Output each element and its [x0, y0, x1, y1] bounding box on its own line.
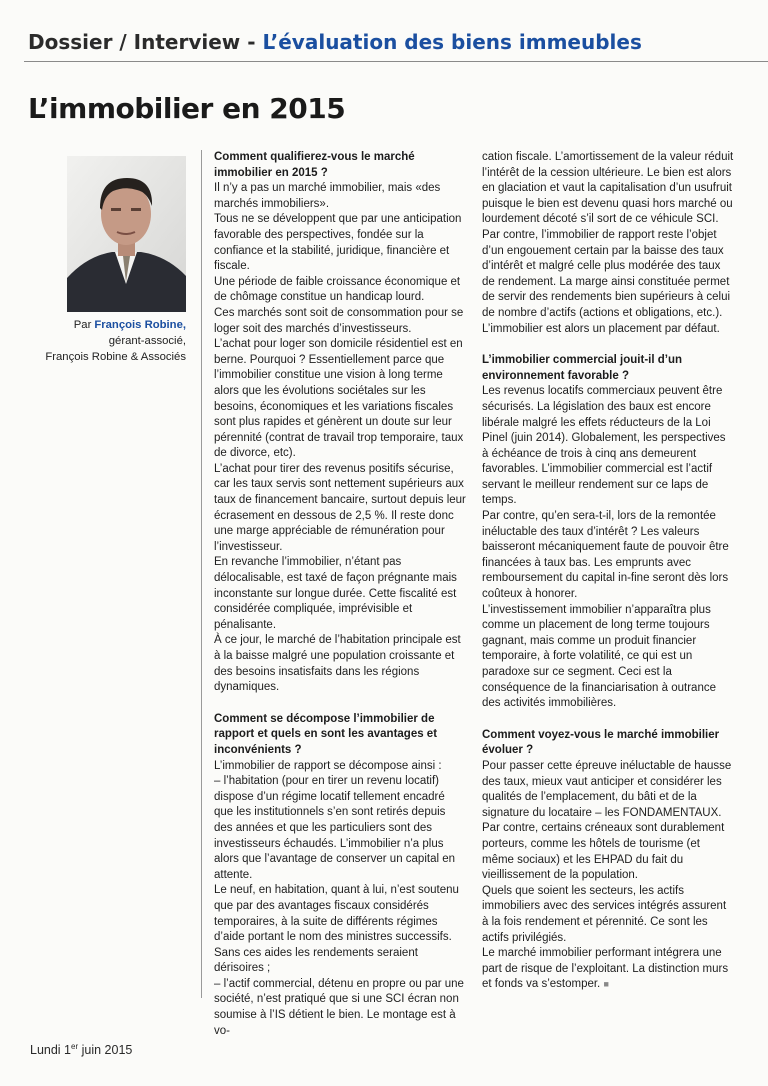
question-4: Comment voyez-vous le marché immobilier évoluer ? — [482, 728, 720, 757]
column-rule — [201, 150, 202, 998]
byline-author-line — [30, 317, 186, 333]
paragraph: – l’actif commercial, détenu en propre ou par une société, n’est pratiqué que si une SCI écran non soumise à l’IS détient le bien. Le montage est à vo- — [214, 977, 464, 1037]
byline-company: François Robine & Associés — [45, 351, 186, 363]
paragraph: Ces marchés sont soit de consommation pour se loger soit des marchés d’investisseurs. — [214, 306, 464, 335]
paragraph: Pour passer cette épreuve inéluctable de hausse des taux, mieux vaut anticiper et considérer les qualités de l’emplacement, du bâti et de la signature du locataire – les FONDAMENTAUX. — [482, 759, 732, 819]
byline-role: gérant-associé, — [108, 335, 186, 347]
end-mark-icon: ■ — [603, 979, 609, 990]
page-footer-date — [30, 1042, 132, 1057]
paragraph: L’achat pour loger son domicile résidentiel est en berne. Pourquoi ? Essentiellement parce que l’immobilier constitue une vision à long terme alors que les évolutions sociétales sur les besoins, économiques et les variations fiscales sont plus rapides et génèrent un doute sur leur pérennité (contrat de travail trop temporaire, taux de divorce, etc). — [214, 338, 464, 460]
byline-prefix: Par — [73, 319, 92, 331]
paragraph: cation fiscale. L’amortissement de la valeur réduit l’intérêt de la cession ultérieure. Le bien est alors en glaciation et vaut la capitalisation d’un usufruit puisque le bien est devenu quasi hors marché ou lourdement décoté s’il sort de ce véhicule SCI. — [482, 151, 734, 226]
paragraph: L’immobilier est alors un placement par défaut. — [482, 322, 720, 335]
footer-day: Lundi 1 — [30, 1043, 72, 1058]
paragraph: Tous ne se développent que par une anticipation favorable des perspectives, fondée sur la confiance et la stabilité, juridique, financière et fiscale. — [214, 213, 462, 273]
paragraph: À ce jour, le marché de l’habitation principale est à la baisse malgré une population croissante et des besoins insatisfaits dans les régions dynamiques. — [214, 634, 461, 694]
section-kicker: Dossier / Interview — [28, 30, 241, 54]
author-portrait — [67, 156, 186, 312]
byline-author: François Robine, — [94, 319, 186, 331]
paragraph: Le neuf, en habitation, quant à lui, n’est soutenu que par des avantages fiscaux considérés temporaires, à la suite de différents régimes d’aide portant le nom des ministres successifs. Sans ces aides les rendements seraient dérisoires ; — [214, 884, 459, 975]
paragraph: Par contre, l’immobilier de rapport reste l’objet d’un engouement certain par la baisse des taux d’intérêt et malgré celle plus modérée des taux de rendement. La marge ainsi constituée permet de servir des rendements bien supérieurs à celui de nombre d’actifs (actions et obligations, etc.). — [482, 228, 731, 319]
final-paragraph-text: Le marché immobilier performant intégrera une part de risque de l’exploitant. La distinction murs et fonds va s’estomper. — [482, 947, 729, 991]
spacer — [482, 337, 734, 353]
paragraph: Par contre, certains créneaux sont durablement porteurs, comme les hôtels de tourisme (et même sociaux) et les EHPAD du fait du vieillissement de la population. — [482, 822, 725, 882]
paragraph: – l’habitation (pour en tirer un revenu locatif) dispose d’un régime locatif tellement encadré que les institutionnels s’en sont retirés depuis des années et que les particuliers sont des investisseurs échaudés. L’immobilier n’a plus alors que l’avantage de conserver un capital en attente. — [214, 775, 456, 881]
article-column-1 — [214, 150, 466, 1039]
paragraph: L’immobilier de rapport se décompose ainsi : — [214, 759, 442, 772]
question-1: Comment qualifierez-vous le marché immobilier en 2015 ? — [214, 151, 415, 179]
paragraph: Une période de faible croissance économique et de chômage constitue un handicap lourd. — [214, 275, 461, 304]
header-separator: - — [240, 30, 263, 54]
paragraph: Il n’y a pas un marché immobilier, mais «des marchés immobiliers». — [214, 182, 441, 210]
header-rule — [24, 61, 768, 62]
section-header — [28, 30, 768, 60]
footer-ordinal: er — [71, 1042, 79, 1051]
paragraph: En revanche l’immobilier, n’étant pas délocalisable, est taxé de façon prégnante mais inconstante sur longue durée. Cette fiscalité est considérée compliquée, imprévisible et pénalisante. — [214, 556, 457, 631]
question-3: L’immobilier commercial jouit-il d’un environnement favorable ? — [482, 354, 683, 382]
footer-rest: juin 2015 — [78, 1043, 133, 1058]
paragraph: Par contre, qu’en sera-t-il, lors de la remontée inéluctable des taux d’intérêt ? Les valeurs baisseront mécaniquement faute de pouvoir être financées à taux bas. Les emprunts avec remboursement du capital in-fine seront dès lors coûteux à honorer. — [482, 510, 729, 601]
article-column-2 — [482, 150, 734, 993]
spacer — [482, 712, 734, 728]
paragraph: L’investissement immobilier n’apparaîtra plus comme un placement de long terme toujours gagnant, mais comme un produit financier temporaire, à forte volatilité, ce qui est un paradoxe sur ce segment. Ceci est la conséquence de la financiarisation à outrance des activités immobilières. — [482, 603, 716, 710]
paragraph: L’achat pour tirer des revenus positifs sécurise, car les taux servis sont nettement supérieurs aux taux de financement bancaire, surtout depuis leur écrasement en dessous de 2,5 %. Il reste donc une marge appréciable de rémunération pour l’investisseur. — [214, 462, 466, 553]
question-2: Comment se décompose l’immobilier de rapport et quels en sont les avantages et inconvénients ? — [214, 712, 438, 756]
portrait-photo — [67, 156, 186, 312]
spacer — [214, 696, 466, 712]
paragraph-final — [482, 946, 734, 993]
byline — [30, 317, 186, 365]
paragraph: Les revenus locatifs commerciaux peuvent être sécurisés. La législation des baux est encore libérale malgré les effets réducteurs de la Loi Pinel (juin 2014). Globalement, les perspectives à échéance de trois à cinq ans demeurent favorables. L’immobilier commercial est l’actif servant le meilleur rendement sur ce laps de temps. — [482, 385, 726, 507]
article-title: L’immobilier en 2015 — [28, 92, 346, 125]
section-topic: L’évaluation des biens immeubles — [262, 30, 642, 54]
paragraph: Quels que soient les secteurs, les actifs immobiliers avec des services intégrés assurent à la fois rendement et pérennité. Ce sont les actifs privilégiés. — [482, 884, 727, 944]
